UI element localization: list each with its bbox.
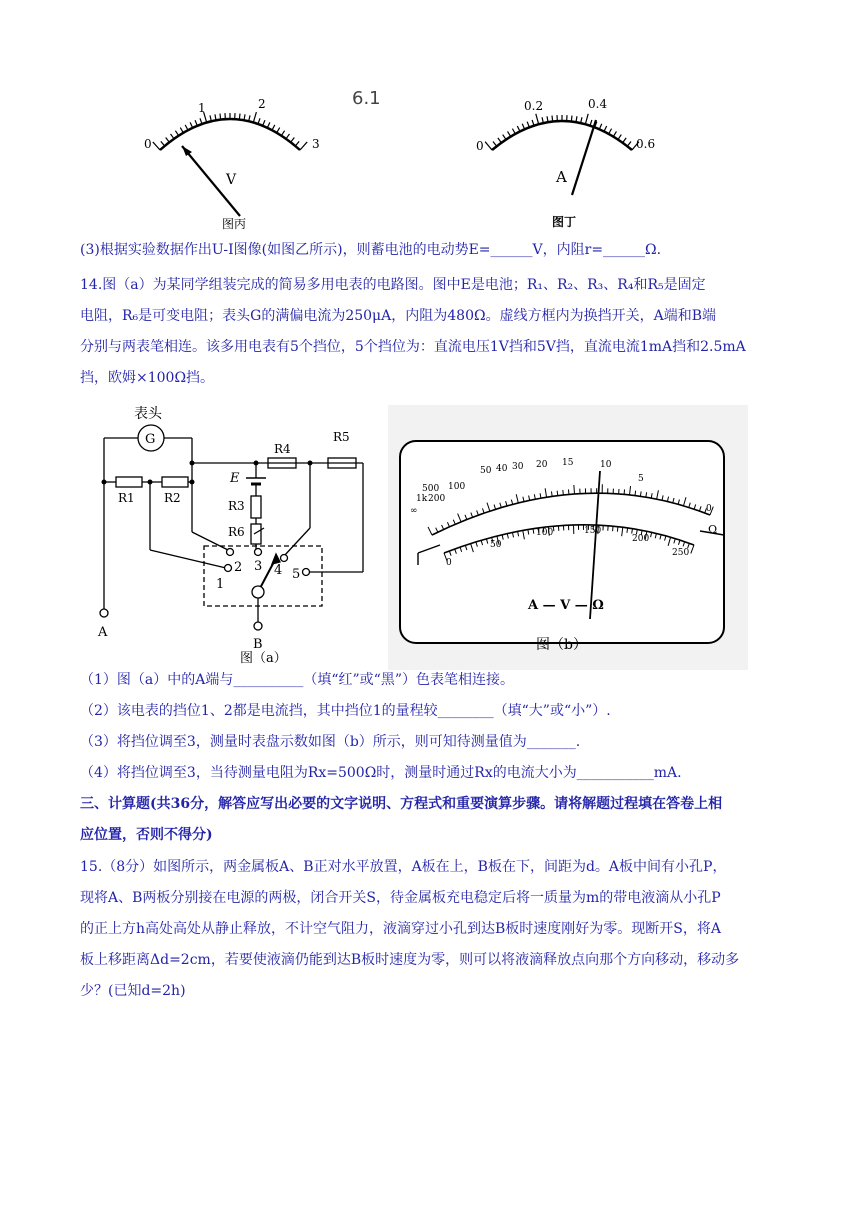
ammeter-tick-label: 0.4 — [588, 97, 608, 111]
scale-tick — [571, 116, 572, 122]
scale-tick — [253, 112, 256, 122]
resistor-r3 — [251, 496, 261, 518]
q13-part3-text: (3)根据实验数据作出U-I图像(如图乙所示)，则蓄电池的电动势E=______V，内阻r=______Ω. — [80, 242, 662, 258]
ammeter-tick-label: 0 — [476, 139, 484, 153]
scale-tick — [286, 134, 289, 139]
galvanometer-label: G — [145, 432, 156, 447]
scale-tick — [239, 114, 240, 120]
section3-heading: 三、计算题(共36分，解答应写出必要的文字说明、方程式和重要演算步骤。请将解题过程填在答卷上相 — [80, 796, 723, 812]
scale-tick — [552, 116, 553, 122]
scale-tick — [512, 129, 515, 134]
battery-label: E — [230, 471, 240, 486]
terminal-a-label: A — [98, 625, 108, 640]
linear-label: 100 — [536, 528, 554, 538]
voltmeter-tick-label: 3 — [312, 137, 320, 151]
ohm-label: 1k — [416, 494, 428, 504]
scale-tick — [508, 131, 511, 136]
q15-paragraph-line: 少？(已知d=2h) — [80, 983, 186, 999]
switch-contact — [281, 555, 288, 562]
scale-tick — [503, 135, 506, 140]
scale-tick — [618, 135, 621, 140]
circuit-diagram — [88, 400, 383, 668]
multimeter-dial — [388, 405, 748, 670]
scale-tick — [563, 490, 564, 495]
ammeter-unit-label: A — [556, 168, 567, 186]
r1-label: R1 — [118, 491, 135, 505]
switch-contact — [255, 549, 262, 556]
q14-sub1: （1）图（a）中的A端与__________（填“红”或“黑”）色表笔相连接。 — [80, 672, 514, 688]
linear-label: 150 — [584, 526, 602, 536]
ohm-unit-label: Ω — [708, 523, 718, 536]
voltmeter-scale-arc — [160, 119, 300, 150]
scale-tick — [493, 142, 497, 147]
mode-label: A — V — Ω — [528, 598, 604, 613]
switch-position-label: 5 — [292, 567, 301, 582]
scale-tick — [166, 138, 170, 143]
ohm-label: 40 — [496, 464, 508, 474]
switch-contact — [225, 565, 232, 572]
switch-position-label: 3 — [254, 559, 263, 574]
scale-tick — [185, 125, 188, 130]
switch-position-label: 4 — [274, 563, 283, 578]
scale-tick — [295, 141, 299, 146]
terminal-a — [100, 609, 108, 617]
voltmeter-tick-label: 1 — [198, 101, 206, 115]
switch-contact — [227, 549, 234, 556]
section3-heading-cont: 应位置，否则不得分) — [80, 827, 213, 843]
q14-sub4: （4）将挡位调至3，当待测量电阻为Rx=500Ω时，测量时通过Rx的电流大小为___________mA. — [80, 765, 682, 781]
linear-label: 200 — [632, 534, 650, 544]
scale-tick — [281, 131, 284, 136]
q14-paragraph-line: 挡，欧姆×100Ω挡。 — [80, 370, 215, 386]
resistor-r1 — [116, 477, 142, 487]
scale-tick — [517, 126, 520, 131]
linear-label: 50 — [490, 540, 502, 550]
scale-tick — [585, 114, 588, 124]
q15-paragraph-line: 现将A、B两板分别接在电源的两极，闭合开关S，待金属板充电稳定后将一质量为m的带电液滴从小孔P — [80, 890, 721, 906]
scale-tick — [574, 485, 575, 494]
scale-tick — [175, 131, 178, 136]
scale-tick — [190, 122, 193, 127]
scale-tick — [536, 114, 539, 124]
switch-contact — [303, 569, 310, 576]
scale-tick — [267, 122, 270, 127]
ammeter-tick-label: 0.6 — [636, 137, 656, 151]
ohm-label: 500 — [422, 484, 440, 494]
r2-label: R2 — [164, 491, 181, 505]
scale-tick — [617, 527, 618, 532]
r5-label: R5 — [333, 430, 350, 444]
switch-position-label: 2 — [234, 560, 243, 575]
scale-tick — [627, 142, 631, 147]
ohm-label: 5 — [638, 474, 644, 484]
voltmeter-unit-label: V — [226, 172, 237, 188]
q15-paragraph-line: 的正上方h高处高处从静止释放，不计空气阻力，液滴穿过小孔到达B板时速度刚好为零。现断开S，将A — [80, 921, 722, 937]
scale-tick — [623, 138, 626, 143]
switch-position-label: 1 — [216, 577, 225, 592]
r4-label: R4 — [274, 442, 291, 456]
resistor-r6 — [251, 524, 261, 544]
q15-paragraph-line: 15.（8分）如图所示，两金属板A、B正对水平放置，A板在上，B板在下，间距为d。A板中间有小孔P， — [80, 859, 727, 875]
circuit-caption: 图（a） — [240, 651, 287, 666]
voltmeter-tick-label: 0 — [144, 137, 152, 151]
scale-tick — [277, 128, 280, 133]
ammeter-tick-label: 0.2 — [524, 99, 544, 113]
ammeter-scale-arc — [492, 121, 632, 150]
q14-paragraph-line: 14.图（a）为某同学组装完成的简易多用电表的电路图。图中E是电池；R₁、R₂、R₃、R₄和R₅是固定 — [80, 277, 706, 293]
scale-tick — [171, 134, 174, 139]
ohm-label: 0 — [706, 504, 712, 514]
scale-tick — [609, 129, 612, 134]
scale-tick — [498, 138, 501, 143]
scale-tick — [291, 138, 295, 143]
voltmeter-pointer-tip — [182, 146, 192, 156]
scale-tick — [272, 125, 275, 130]
dial-caption: 图（b） — [536, 637, 587, 653]
linear-label: 250 — [672, 548, 690, 558]
ohm-label: 10 — [600, 460, 612, 470]
ohm-label: 20 — [536, 460, 548, 470]
q15-paragraph-line: 板上移距离Δd=2cm，若要使液滴仍能到达B板时速度为零，则可以将液滴释放点向那个方向移动，移动多 — [80, 952, 740, 968]
voltmeter-figure — [140, 88, 340, 238]
switch-box — [204, 546, 322, 606]
scale-tick — [180, 128, 183, 133]
linear-label: 0 — [446, 558, 452, 568]
scale-tick — [640, 491, 641, 496]
q14-sub2: （2）该电表的挡位1、2都是电流挡，其中挡位1的量程较________（填“大”或“小”）. — [80, 703, 611, 719]
meter-head-label: 表头 — [134, 406, 162, 422]
handwritten-note: 6.1 — [352, 88, 381, 109]
ohm-label: 30 — [512, 462, 524, 472]
voltmeter-caption: 图丙 — [222, 217, 247, 231]
scale-tick — [161, 141, 165, 146]
ohm-label: 15 — [562, 458, 574, 468]
ohm-label: 50 — [480, 466, 492, 476]
q14-sub3: （3）将挡位调至3，测量时表盘示数如图（b）所示，则可知待测量值为_______. — [80, 734, 581, 750]
scale-tick — [551, 491, 552, 496]
ammeter-figure — [470, 90, 670, 235]
q14-paragraph-line: 分别与两表笔相连。该多用电表有5个挡位，5个挡位为：直流电压1V挡和5V挡，直流电流1mA挡和2.5mA — [80, 339, 746, 355]
terminal-b — [254, 622, 262, 630]
terminal-b-label: B — [253, 637, 263, 652]
switch-pivot — [252, 586, 264, 598]
q14-paragraph-line: 电阻，R₆是可变电阻；表头G的满偏电流为250μA，内阻为480Ω。虚线方框内为换挡开关，A端和B端 — [80, 308, 716, 324]
scale-tick — [627, 528, 628, 533]
resistor-r2 — [162, 477, 188, 487]
voltmeter-tick-label: 2 — [258, 97, 266, 111]
scale-tick — [635, 491, 636, 496]
scale-tick — [604, 126, 607, 131]
r3-label: R3 — [228, 499, 245, 513]
ammeter-caption: 图丁 — [552, 215, 577, 229]
r6-label: R6 — [228, 525, 245, 539]
scale-tick — [485, 142, 492, 150]
scale-tick — [300, 142, 307, 150]
ohm-label: 200 — [428, 494, 446, 504]
scale-tick — [220, 114, 221, 120]
ohm-label: 100 — [448, 482, 466, 492]
scale-tick — [557, 491, 558, 496]
ohm-label: ∞ — [410, 506, 418, 516]
scale-tick — [613, 131, 616, 136]
ammeter-pointer — [572, 120, 596, 195]
scale-tick — [153, 142, 160, 150]
